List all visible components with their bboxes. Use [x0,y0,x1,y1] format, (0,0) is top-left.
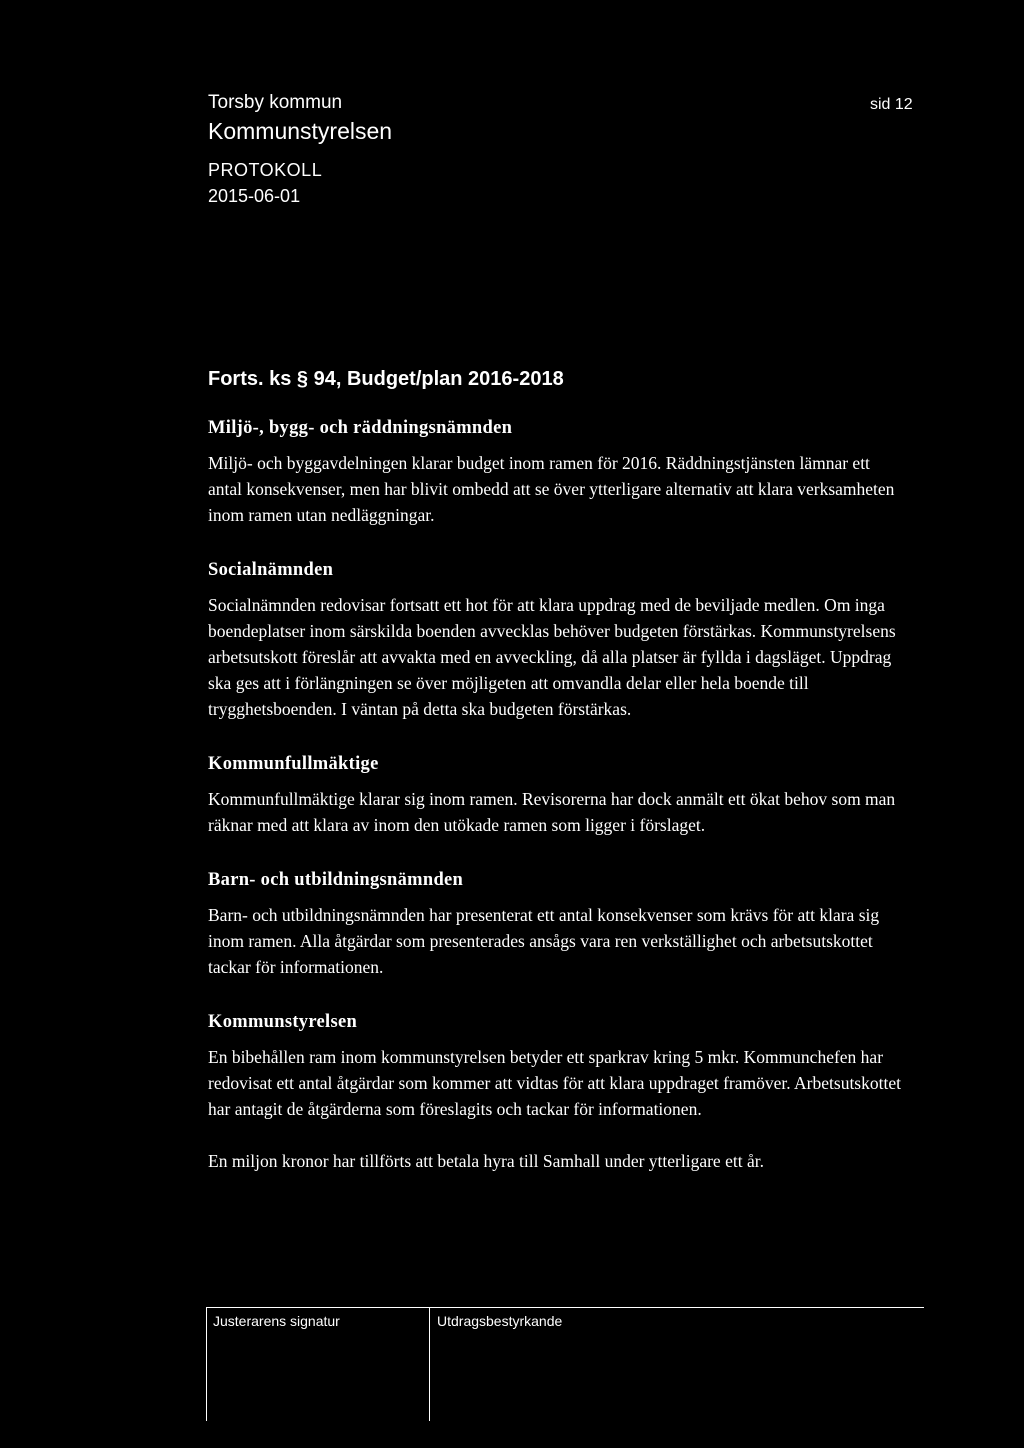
organization-name: Torsby kommun [208,92,343,113]
section-heading: Socialnämnden [208,560,334,580]
section-heading: Kommunfullmäktige [208,754,379,774]
section-barn-utbildning [208,868,908,980]
signature-label: Justerarens signatur [213,1313,340,1329]
section-heading: Barn- och utbildningsnämnden [208,870,464,890]
signature-divider [429,1307,430,1421]
document-type: PROTOKOLL [208,160,323,180]
section-kommunfullmaktige [208,752,908,838]
document-body [208,416,908,1204]
signature-left-border [206,1307,207,1421]
section-paragraph: En bibehållen ram inom kommunstyrelsen betyder ett sparkrav kring 5 mkr. Kommunchefen har redovisat ett antal åtgärdar som kommer att vidtas för att klara uppdraget framöver. Arbetsutskottet har antagit de åtgärderna som föreslagits och tackar för informationen. [208,1047,901,1119]
section-paragraph: Miljö- och byggavdelningen klarar budget inom ramen för 2016. Räddningstjänsten lämnar ett antal konsekvenser, men har blivit ombedd att se över ytterligare alternativ att klara verksamheten inom ramen utan nedläggningar. [208,453,895,525]
section-paragraph: Socialnämnden redovisar fortsatt ett hot för att klara uppdrag med de beviljade medlen. Om inga boendeplatser inom särskilda boenden avvecklas behöver budgeten förstärkas. Kommunstyrelsens arbetsutskott föreslår att avvakta med en avveckling, då alla platser är fyllda i dagsläget. Uppdrag ska ges att i förlängningen se över möjligeten att omvandla delar eller hela boende till trygghetsboenden. I väntan på detta ska budgeten förstärkas. [208,595,896,719]
section-heading: Kommunstyrelsen [208,1012,358,1032]
section-paragraph: Barn- och utbildningsnämnden har presenterat ett antal konsekvenser som krävs för att klara sig inom ramen. Alla åtgärdar som presenterades ansågs vara ren verkställighet och arbetsutskottet tackar för informationen. [208,905,880,977]
section-kommunstyrelsen [208,1010,908,1174]
page-title: Forts. ks § 94, Budget/plan 2016-2018 [208,368,564,390]
section-paragraph: En miljon kronor har tillförts att betala hyra till Samhall under ytterligare ett år. [208,1151,764,1171]
page-number: sid 12 [870,96,913,113]
section-paragraph: Kommunfullmäktige klarar sig inom ramen. Revisorerna har dock anmält ett ökat behov som man räknar med att klara av inom den utökade ramen som ligger i förslaget. [208,789,896,835]
section-heading: Miljö-, bygg- och räddningsnämnden [208,418,513,438]
section-socialnamnden [208,558,908,722]
section-miljo-bygg-raddning [208,416,908,528]
board-name: Kommunstyrelsen [208,118,393,144]
certification-label: Utdragsbestyrkande [437,1313,563,1329]
meeting-date: 2015-06-01 [208,186,301,206]
signature-box [206,1307,924,1421]
signature-top-line [206,1307,924,1308]
